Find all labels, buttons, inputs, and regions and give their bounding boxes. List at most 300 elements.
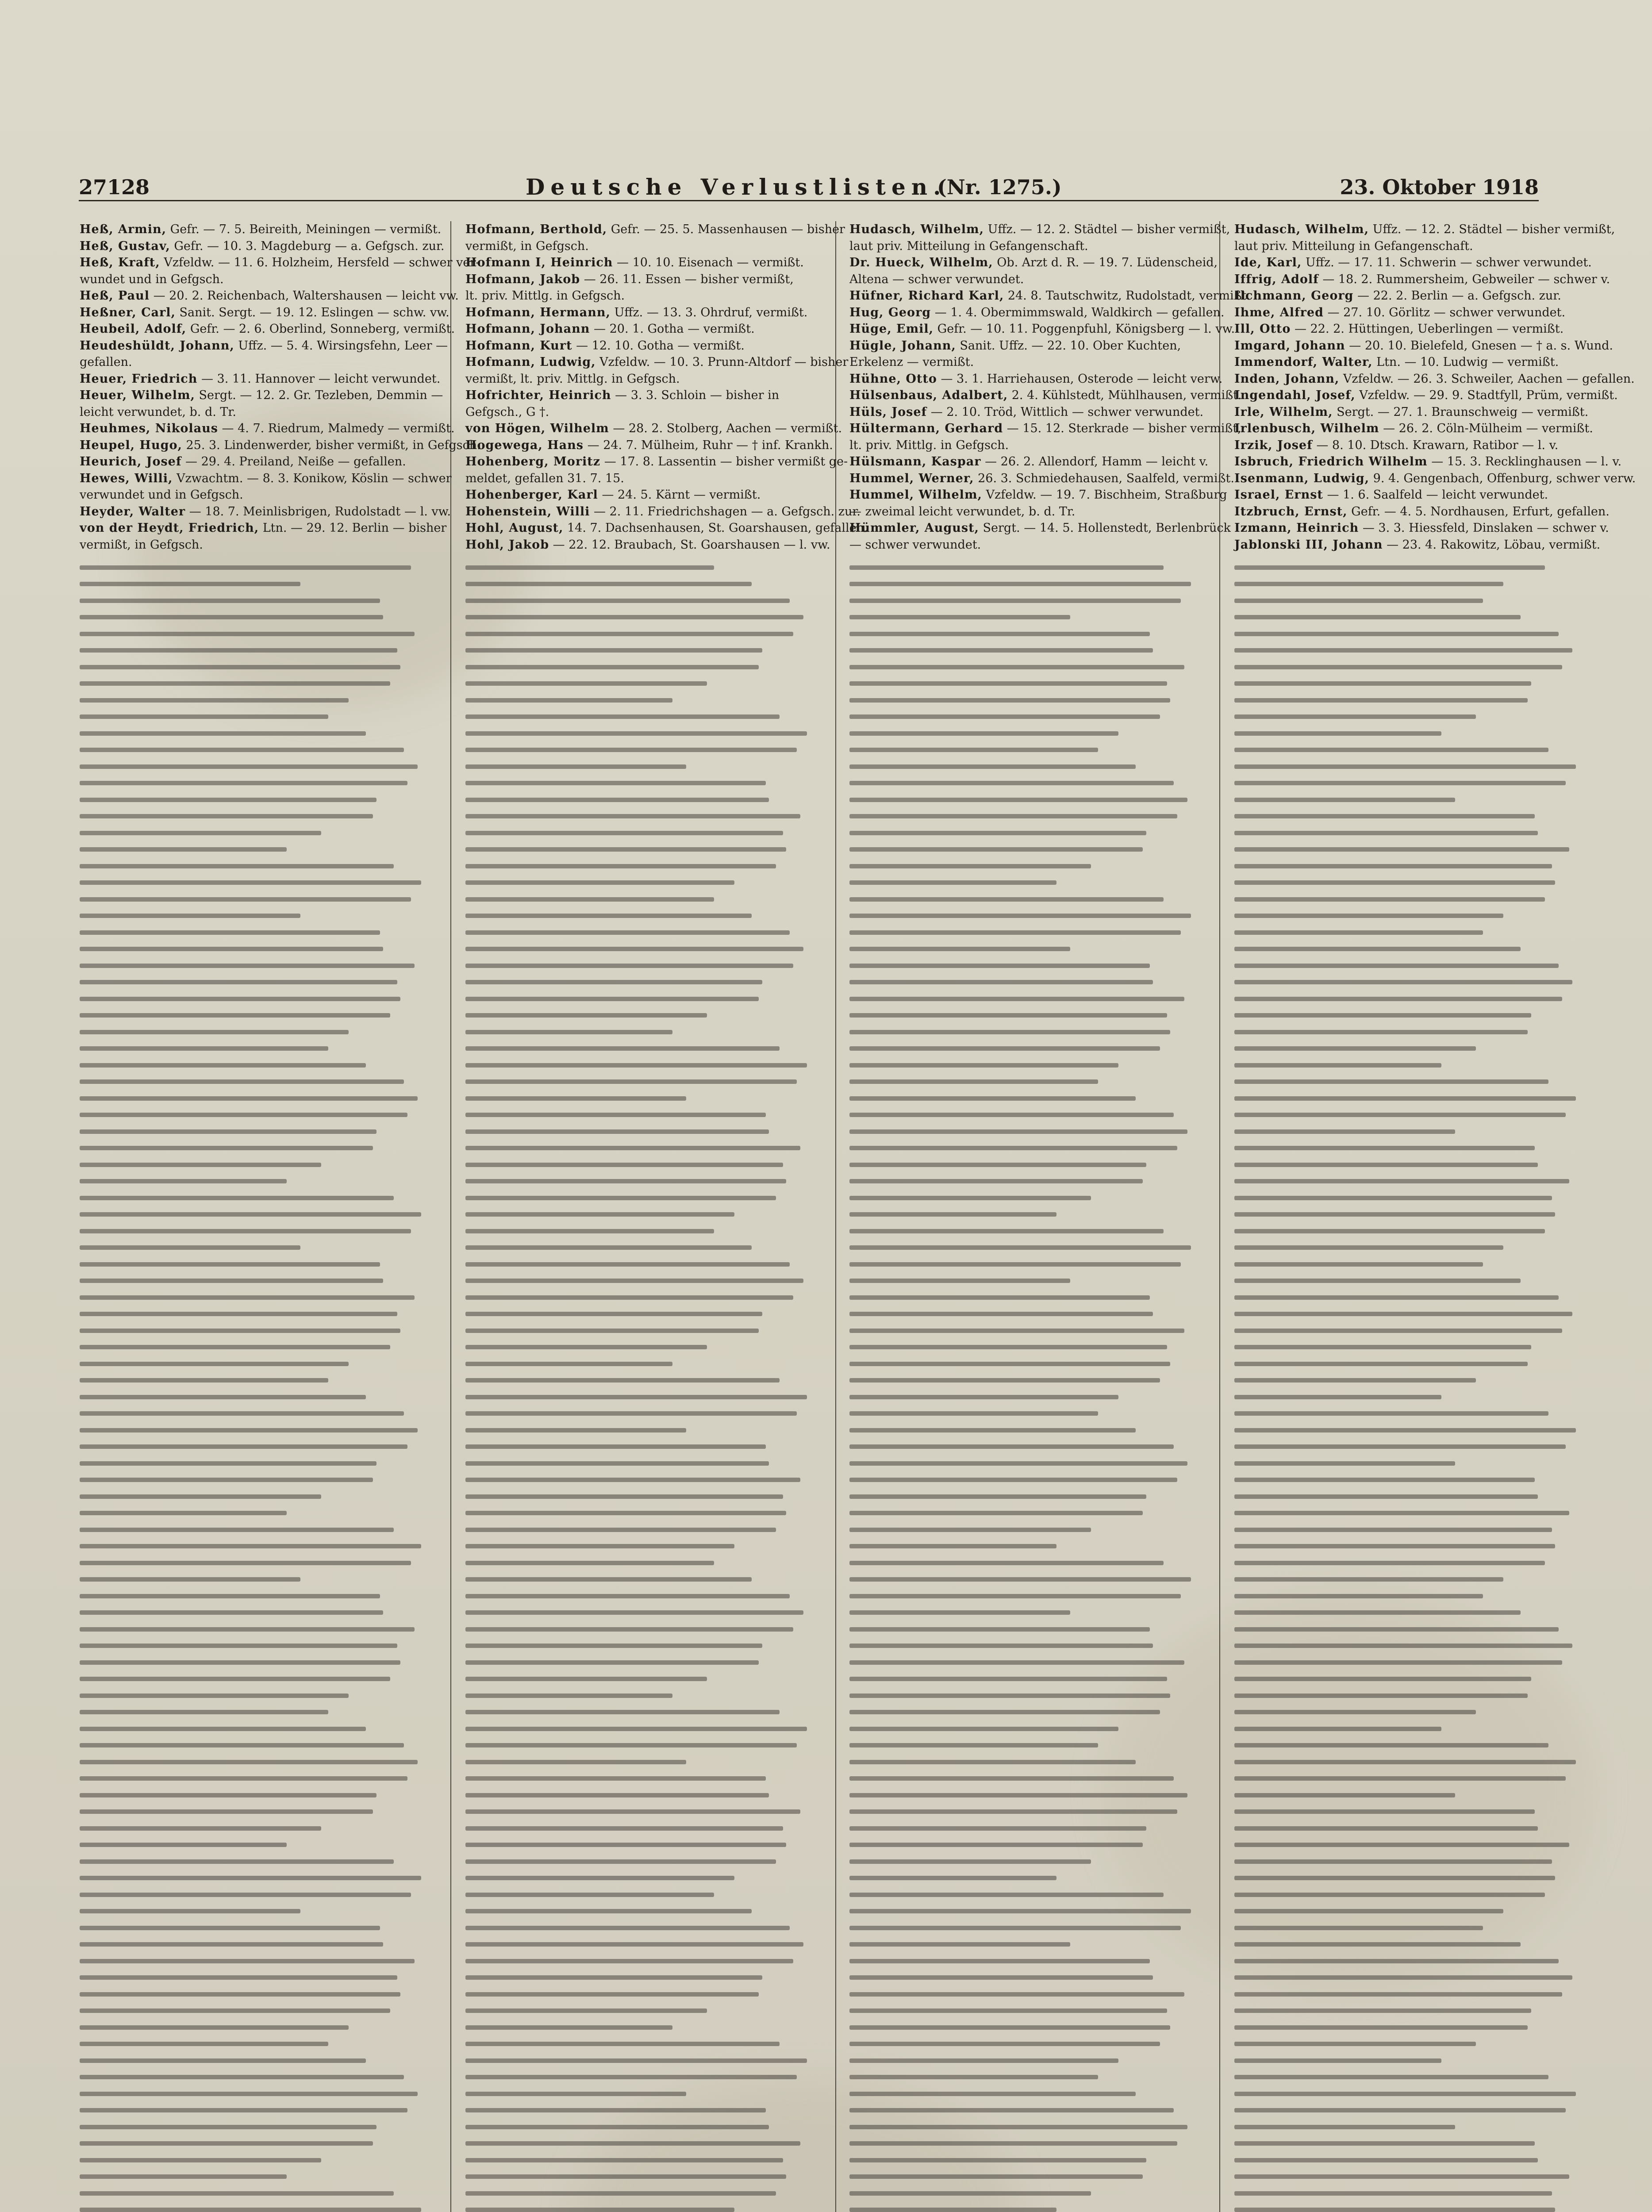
casualty-entry xyxy=(80,238,445,255)
casualty-name: Israel, Ernst xyxy=(1234,488,1323,502)
text-line-placeholder xyxy=(849,1113,1174,1117)
text-line-placeholder xyxy=(80,1594,380,1598)
text-line-placeholder xyxy=(80,1561,411,1565)
text-line-placeholder xyxy=(465,914,752,918)
casualty-entry xyxy=(1234,420,1593,437)
text-line-placeholder xyxy=(465,2158,783,2162)
text-line-placeholder xyxy=(1234,1494,1538,1499)
casualty-entry xyxy=(465,470,811,487)
casualty-entry xyxy=(80,537,425,553)
text-line-placeholder xyxy=(1234,831,1538,835)
text-line-placeholder xyxy=(849,1776,1174,1781)
casualty-entry xyxy=(1234,271,1610,288)
casualty-entry xyxy=(465,238,811,255)
text-line-placeholder xyxy=(849,1362,1170,1366)
text-line-placeholder xyxy=(80,1710,328,1714)
text-line-placeholder xyxy=(80,632,415,636)
text-line-placeholder xyxy=(80,1809,373,1814)
text-line-placeholder xyxy=(849,997,1184,1001)
text-line-placeholder xyxy=(849,1843,1143,1847)
text-line-placeholder xyxy=(465,798,769,802)
text-line-placeholder xyxy=(1234,814,1535,818)
text-line-placeholder xyxy=(80,1743,404,1747)
casualty-entry xyxy=(465,420,842,437)
casualty-details: — 22. 2. Berlin — a. Gefgsch. zur. xyxy=(1357,289,1561,303)
text-line-placeholder xyxy=(465,1942,803,1947)
casualty-name: Heurich, Josef xyxy=(80,455,182,469)
text-line-placeholder xyxy=(1234,1229,1545,1233)
text-line-placeholder xyxy=(80,2208,421,2212)
casualty-details: — 28. 2. Stolberg, Aachen — vermißt. xyxy=(613,422,842,435)
text-line-placeholder xyxy=(849,599,1181,603)
text-line-placeholder xyxy=(80,1129,377,1134)
text-line-placeholder xyxy=(80,980,397,984)
casualty-entry xyxy=(849,288,1251,304)
text-line-placeholder xyxy=(80,1975,397,1980)
text-line-placeholder xyxy=(465,1096,686,1101)
casualty-details: Uffz. — 12. 2. Städtel — bisher vermißt, xyxy=(987,223,1230,236)
remaining-text-block xyxy=(80,565,425,2212)
text-line-placeholder xyxy=(1234,2191,1552,2196)
casualty-entry xyxy=(80,304,449,321)
casualty-details: — 15. 3. Recklinghausen — l. v. xyxy=(1431,455,1622,469)
text-line-placeholder xyxy=(465,2092,686,2096)
text-line-placeholder xyxy=(1234,1113,1566,1117)
text-line-placeholder xyxy=(465,1992,759,1997)
casualty-details: — 29. 4. Preiland, Neiße — gefallen. xyxy=(185,455,406,469)
casualty-details: Vzfeldw. — 29. 9. Stadtfyll, Prüm, vermißt. xyxy=(1359,388,1618,402)
text-line-placeholder xyxy=(1234,1876,1555,1880)
text-line-placeholder xyxy=(849,1577,1191,1582)
text-line-placeholder xyxy=(849,2208,1057,2212)
text-line-placeholder xyxy=(465,1030,672,1034)
casualty-details: Uffz. — 17. 11. Schwerin — schwer verwundet. xyxy=(1305,256,1592,269)
casualty-entry xyxy=(849,520,1231,537)
text-line-placeholder xyxy=(1234,2092,1576,2096)
casualty-entry xyxy=(849,437,1195,454)
casualty-details: 2. 4. Kühlstedt, Mühlhausen, vermißt. xyxy=(1011,388,1242,402)
casualty-entry xyxy=(1234,371,1635,388)
text-line-placeholder xyxy=(1234,1046,1476,1051)
casualty-details: — 2. 11. Friedrichshagen — a. Gefgsch. zur. xyxy=(593,504,861,518)
text-line-placeholder xyxy=(465,1013,707,1018)
column-divider xyxy=(1219,221,1220,2212)
text-line-placeholder xyxy=(849,665,1184,669)
casualty-entry xyxy=(80,221,442,238)
issue-number: (Nr. 1275.) xyxy=(937,175,1062,199)
casualty-column-3 xyxy=(849,221,1251,2212)
text-line-placeholder xyxy=(80,2092,418,2096)
casualty-entry xyxy=(849,221,1230,238)
text-line-placeholder xyxy=(1234,2075,1548,2079)
casualty-name: Ihme, Alfred xyxy=(1234,305,1324,319)
text-line-placeholder xyxy=(849,1876,1057,1880)
text-line-placeholder xyxy=(465,1743,797,1747)
text-line-placeholder xyxy=(849,1694,1170,1698)
text-line-placeholder xyxy=(465,1378,780,1382)
text-line-placeholder xyxy=(80,1378,328,1382)
casualty-details: lt. priv. Mittlg. in Gefgsch. xyxy=(465,289,625,303)
text-line-placeholder xyxy=(1234,1329,1562,1333)
casualty-details: — 8. 10. Dtsch. Krawarn, Ratibor — l. v. xyxy=(1316,438,1559,452)
casualty-name: Isbruch, Friedrich Wilhelm xyxy=(1234,455,1428,469)
text-line-placeholder xyxy=(80,1544,421,1548)
casualty-entry xyxy=(465,520,868,537)
text-line-placeholder xyxy=(1234,1295,1559,1300)
text-line-placeholder xyxy=(1234,864,1552,868)
casualty-details: laut priv. Mitteilung in Gefangenschaft. xyxy=(849,239,1088,253)
text-line-placeholder xyxy=(849,1561,1164,1565)
text-line-placeholder xyxy=(80,1942,383,1947)
text-line-placeholder xyxy=(465,665,759,669)
casualty-entry xyxy=(80,404,425,421)
text-line-placeholder xyxy=(80,1312,397,1316)
text-line-placeholder xyxy=(465,864,776,868)
casualty-name: Ingendahl, Josef, xyxy=(1234,388,1356,402)
text-line-placeholder xyxy=(1234,1809,1535,1814)
text-line-placeholder xyxy=(465,1411,797,1416)
text-line-placeholder xyxy=(465,997,759,1001)
casualty-name: Hummel, Wilhelm, xyxy=(849,488,982,502)
text-line-placeholder xyxy=(465,1826,783,1831)
text-line-placeholder xyxy=(849,1610,1070,1615)
remaining-text-block xyxy=(465,565,811,2212)
text-line-placeholder xyxy=(465,1859,776,1864)
casualty-name: Dr. Hueck, Wilhelm, xyxy=(849,256,993,269)
text-line-placeholder xyxy=(1234,1444,1566,1449)
casualty-details: — 26. 2. Cöln-Mülheim — vermißt. xyxy=(1383,422,1593,435)
casualty-details: Uffz. — 12. 2. Städtel — bisher vermißt, xyxy=(1372,223,1615,236)
casualty-name: Hohl, August, xyxy=(465,521,564,535)
casualty-entry xyxy=(849,321,1235,338)
casualty-name: Hühne, Otto xyxy=(849,372,937,386)
text-line-placeholder xyxy=(849,731,1118,736)
text-line-placeholder xyxy=(80,2141,373,2146)
text-line-placeholder xyxy=(1234,781,1566,785)
text-line-placeholder xyxy=(80,2042,328,2046)
casualty-details: — 12. 10. Gotha — vermißt. xyxy=(576,338,745,353)
text-line-placeholder xyxy=(1234,1528,1552,1532)
text-line-placeholder xyxy=(80,1113,407,1117)
text-line-placeholder xyxy=(80,1826,321,1831)
text-line-placeholder xyxy=(465,831,783,835)
text-line-placeholder xyxy=(849,1743,1098,1747)
casualty-name: Heß, Paul xyxy=(80,289,150,303)
text-line-placeholder xyxy=(465,1909,752,1913)
text-line-placeholder xyxy=(849,798,1187,802)
text-line-placeholder xyxy=(1234,1561,1545,1565)
text-line-placeholder xyxy=(849,1644,1153,1648)
text-line-placeholder xyxy=(849,781,1174,785)
text-line-placeholder xyxy=(849,1511,1143,1515)
text-line-placeholder xyxy=(80,2075,404,2079)
text-line-placeholder xyxy=(465,1046,780,1051)
casualty-entry xyxy=(1234,487,1579,503)
casualty-details: laut priv. Mitteilung in Gefangenschaft. xyxy=(1234,239,1473,253)
text-line-placeholder xyxy=(1234,980,1572,984)
casualty-name: Ide, Karl, xyxy=(1234,256,1302,269)
text-line-placeholder xyxy=(80,748,404,752)
text-line-placeholder xyxy=(849,1975,1153,1980)
text-line-placeholder xyxy=(465,1776,766,1781)
text-line-placeholder xyxy=(849,1428,1136,1432)
casualty-name: Hogewega, Hans xyxy=(465,438,584,452)
casualty-column-2 xyxy=(465,221,868,2212)
casualty-entry xyxy=(465,354,849,371)
text-line-placeholder xyxy=(80,1926,380,1930)
casualty-details: Sanit. Sergt. — 19. 12. Eslingen — schw. vw. xyxy=(179,305,449,319)
text-line-placeholder xyxy=(80,599,380,603)
text-line-placeholder xyxy=(849,1079,1098,1084)
text-line-placeholder xyxy=(80,1362,349,1366)
text-line-placeholder xyxy=(849,648,1153,653)
casualty-entry xyxy=(849,404,1204,421)
casualty-details: Uffz. — 5. 4. Wirsingsfehn, Leer — xyxy=(238,338,448,353)
casualty-entry xyxy=(465,371,811,388)
casualty-name: Hewes, Willi, xyxy=(80,471,173,485)
text-line-placeholder xyxy=(80,1876,421,1880)
text-line-placeholder xyxy=(80,1428,418,1432)
casualty-name: Hofrichter, Heinrich xyxy=(465,388,611,402)
casualty-entry xyxy=(80,420,455,437)
text-line-placeholder xyxy=(465,632,793,636)
text-line-placeholder xyxy=(465,1975,762,1980)
casualty-entry xyxy=(80,503,451,520)
casualty-entry xyxy=(465,321,811,338)
text-line-placeholder xyxy=(849,1013,1167,1018)
text-line-placeholder xyxy=(1234,1776,1566,1781)
casualty-details: — 22. 12. Braubach, St. Goarshausen — l. vw. xyxy=(553,538,830,552)
text-line-placeholder xyxy=(80,698,349,703)
text-line-placeholder xyxy=(465,2141,800,2146)
text-line-placeholder xyxy=(1234,2208,1555,2212)
issue-date: 23. Oktober 1918 xyxy=(1340,175,1539,199)
text-line-placeholder xyxy=(80,1909,300,1913)
text-line-placeholder xyxy=(80,714,328,719)
text-line-placeholder xyxy=(465,714,780,719)
text-line-placeholder xyxy=(1234,2042,1476,2046)
text-line-placeholder xyxy=(80,1013,390,1018)
text-line-placeholder xyxy=(1234,1129,1455,1134)
text-line-placeholder xyxy=(849,1262,1181,1267)
text-line-placeholder xyxy=(1234,1345,1531,1349)
text-line-placeholder xyxy=(465,1760,686,1764)
casualty-details: gefallen. xyxy=(80,355,132,369)
text-line-placeholder xyxy=(849,1793,1187,1797)
casualty-details: 14. 7. Dachsenhausen, St. Goarshausen, gefallen. xyxy=(567,521,868,535)
text-line-placeholder xyxy=(1234,1079,1548,1084)
text-line-placeholder xyxy=(465,2075,797,2079)
text-line-placeholder xyxy=(849,681,1167,686)
casualty-entry xyxy=(1234,288,1579,304)
casualty-name: Hofmann, Berthold, xyxy=(465,223,607,236)
casualty-name: Hofmann, Hermann, xyxy=(465,305,611,319)
casualty-name: Heyder, Walter xyxy=(80,504,186,518)
text-line-placeholder xyxy=(465,930,790,935)
casualty-entry xyxy=(849,254,1218,271)
casualty-details: Sergt. — 27. 1. Braunschweig — vermißt. xyxy=(1337,405,1589,419)
text-line-placeholder xyxy=(849,714,1160,719)
text-line-placeholder xyxy=(465,1478,800,1482)
casualty-details: Ltn. — 29. 12. Berlin — bisher xyxy=(262,521,447,535)
casualty-details: Gefgsch., G †. xyxy=(465,405,549,419)
text-line-placeholder xyxy=(849,847,1143,852)
text-line-placeholder xyxy=(80,764,418,769)
text-line-placeholder xyxy=(849,1942,1070,1947)
text-line-placeholder xyxy=(465,1710,780,1714)
casualty-details: Altena — schwer verwundet. xyxy=(849,272,1024,286)
text-line-placeholder xyxy=(1234,1196,1552,1200)
casualty-name: Hüge, Emil, xyxy=(849,322,934,336)
text-line-placeholder xyxy=(80,1046,328,1051)
text-line-placeholder xyxy=(465,1461,769,1466)
text-line-placeholder xyxy=(80,2125,377,2129)
text-line-placeholder xyxy=(465,2108,766,2112)
casualty-name: Hofmann I, Heinrich xyxy=(465,256,613,269)
casualty-entry xyxy=(80,470,452,487)
text-line-placeholder xyxy=(465,1229,714,1233)
text-line-placeholder xyxy=(849,582,1191,586)
text-line-placeholder xyxy=(465,1196,776,1200)
text-line-placeholder xyxy=(465,781,766,785)
text-line-placeholder xyxy=(849,880,1057,885)
casualty-details: verwundet und in Gefgsch. xyxy=(80,488,243,502)
casualty-entry xyxy=(1234,537,1601,553)
casualty-details: Gefr. — 4. 5. Nordhausen, Erfurt, gefallen. xyxy=(1351,504,1610,518)
casualty-details: Erkelenz — vermißt. xyxy=(849,355,974,369)
text-line-placeholder xyxy=(1234,582,1503,586)
text-line-placeholder xyxy=(465,648,762,653)
text-line-placeholder xyxy=(80,1146,373,1150)
casualty-name: Hug, Georg xyxy=(849,305,931,319)
text-line-placeholder xyxy=(849,1129,1187,1134)
casualty-column-1 xyxy=(80,221,481,2212)
text-line-placeholder xyxy=(1234,2174,1569,2179)
casualty-entry xyxy=(1234,221,1615,238)
casualty-details: vermißt, in Gefgsch. xyxy=(465,239,589,253)
text-line-placeholder xyxy=(1234,1992,1562,1997)
casualty-entry xyxy=(849,470,1234,487)
text-line-placeholder xyxy=(465,2174,786,2179)
text-line-placeholder xyxy=(849,914,1191,918)
text-line-placeholder xyxy=(1234,1478,1535,1482)
casualty-name: Hümmler, August, xyxy=(849,521,979,535)
text-line-placeholder xyxy=(849,1411,1098,1416)
casualty-entry xyxy=(465,487,811,503)
text-line-placeholder xyxy=(849,1229,1164,1233)
text-line-placeholder xyxy=(1234,1312,1572,1316)
casualty-entry xyxy=(1234,304,1579,321)
text-line-placeholder xyxy=(80,831,321,835)
casualty-name: Heuer, Friedrich xyxy=(80,372,198,386)
text-line-placeholder xyxy=(465,731,807,736)
column-divider xyxy=(450,221,451,2212)
text-line-placeholder xyxy=(1234,1279,1521,1283)
text-line-placeholder xyxy=(1234,1942,1521,1947)
casualty-name: Immendorf, Walter, xyxy=(1234,355,1373,369)
text-line-placeholder xyxy=(1234,565,1545,570)
text-line-placeholder xyxy=(1234,1843,1569,1847)
text-line-placeholder xyxy=(80,2058,366,2063)
casualty-name: Hofmann, Johann xyxy=(465,322,590,336)
casualty-details: Sergt. — 12. 2. Gr. Tezleben, Demmin — xyxy=(199,388,443,402)
text-line-placeholder xyxy=(849,2125,1187,2129)
text-line-placeholder xyxy=(465,1312,762,1316)
text-line-placeholder xyxy=(80,1528,394,1532)
text-line-placeholder xyxy=(465,1727,807,1731)
text-line-placeholder xyxy=(80,1461,377,1466)
casualty-details: — 26. 11. Essen — bisher vermißt, xyxy=(584,272,794,286)
text-line-placeholder xyxy=(80,1694,349,1698)
text-line-placeholder xyxy=(465,1146,800,1150)
casualty-name: von Högen, Wilhelm xyxy=(465,422,609,435)
text-line-placeholder xyxy=(465,1179,786,1183)
text-line-placeholder xyxy=(465,1494,783,1499)
text-line-placeholder xyxy=(465,1129,769,1134)
text-line-placeholder xyxy=(1234,2125,1455,2129)
text-line-placeholder xyxy=(80,1163,321,1167)
casualty-entry xyxy=(849,238,1195,255)
text-line-placeholder xyxy=(80,1212,421,1217)
text-line-placeholder xyxy=(1234,2108,1566,2112)
text-line-placeholder xyxy=(849,565,1164,570)
casualty-name: Hohenstein, Willi xyxy=(465,504,590,518)
text-line-placeholder xyxy=(1234,731,1441,736)
text-line-placeholder xyxy=(80,648,397,653)
text-line-placeholder xyxy=(465,2008,707,2013)
text-line-placeholder xyxy=(465,980,762,984)
text-line-placeholder xyxy=(465,1444,766,1449)
text-line-placeholder xyxy=(465,1079,797,1084)
text-line-placeholder xyxy=(465,681,707,686)
text-line-placeholder xyxy=(1234,632,1559,636)
casualty-details: — 1. 4. Obermimmswald, Waldkirch — gefallen. xyxy=(934,305,1225,319)
casualty-name: Heubeil, Adolf, xyxy=(80,322,187,336)
casualty-name: Irlenbusch, Wilhelm xyxy=(1234,422,1379,435)
text-line-placeholder xyxy=(849,1809,1177,1814)
casualty-details: Gefr. — 7. 5. Beireith, Meiningen — vermißt. xyxy=(170,223,442,236)
text-line-placeholder xyxy=(465,1677,707,1681)
text-line-placeholder xyxy=(80,1992,400,1997)
text-line-placeholder xyxy=(465,1113,766,1117)
text-line-placeholder xyxy=(465,1163,783,1167)
text-line-placeholder xyxy=(1234,914,1503,918)
casualty-entry xyxy=(80,453,425,470)
casualty-name: Ilchmann, Georg xyxy=(1234,289,1354,303)
text-line-placeholder xyxy=(465,1063,807,1068)
casualty-name: Hohenberger, Karl xyxy=(465,488,598,502)
text-line-placeholder xyxy=(849,1046,1160,1051)
casualty-details: 25. 3. Lindenwerder, bisher vermißt, in Gefgsch. xyxy=(186,438,481,452)
text-line-placeholder xyxy=(465,2042,780,2046)
text-line-placeholder xyxy=(1234,1096,1576,1101)
text-line-placeholder xyxy=(80,897,411,902)
text-line-placeholder xyxy=(1234,1644,1572,1648)
casualty-entry xyxy=(849,503,1195,520)
casualty-details: — 2. 10. Tröd, Wittlich — schwer verwundet. xyxy=(930,405,1204,419)
text-line-placeholder xyxy=(1234,1610,1521,1615)
text-line-placeholder xyxy=(465,582,752,586)
text-line-placeholder xyxy=(80,2158,321,2162)
text-line-placeholder xyxy=(80,930,380,935)
casualty-details: Ob. Arzt d. R. — 19. 7. Lüdenscheid, xyxy=(997,256,1218,269)
text-line-placeholder xyxy=(80,1478,373,1482)
text-line-placeholder xyxy=(1234,1694,1528,1698)
text-line-placeholder xyxy=(849,2075,1098,2079)
text-line-placeholder xyxy=(80,1859,394,1864)
text-line-placeholder xyxy=(80,1345,390,1349)
text-line-placeholder xyxy=(465,2025,672,2030)
